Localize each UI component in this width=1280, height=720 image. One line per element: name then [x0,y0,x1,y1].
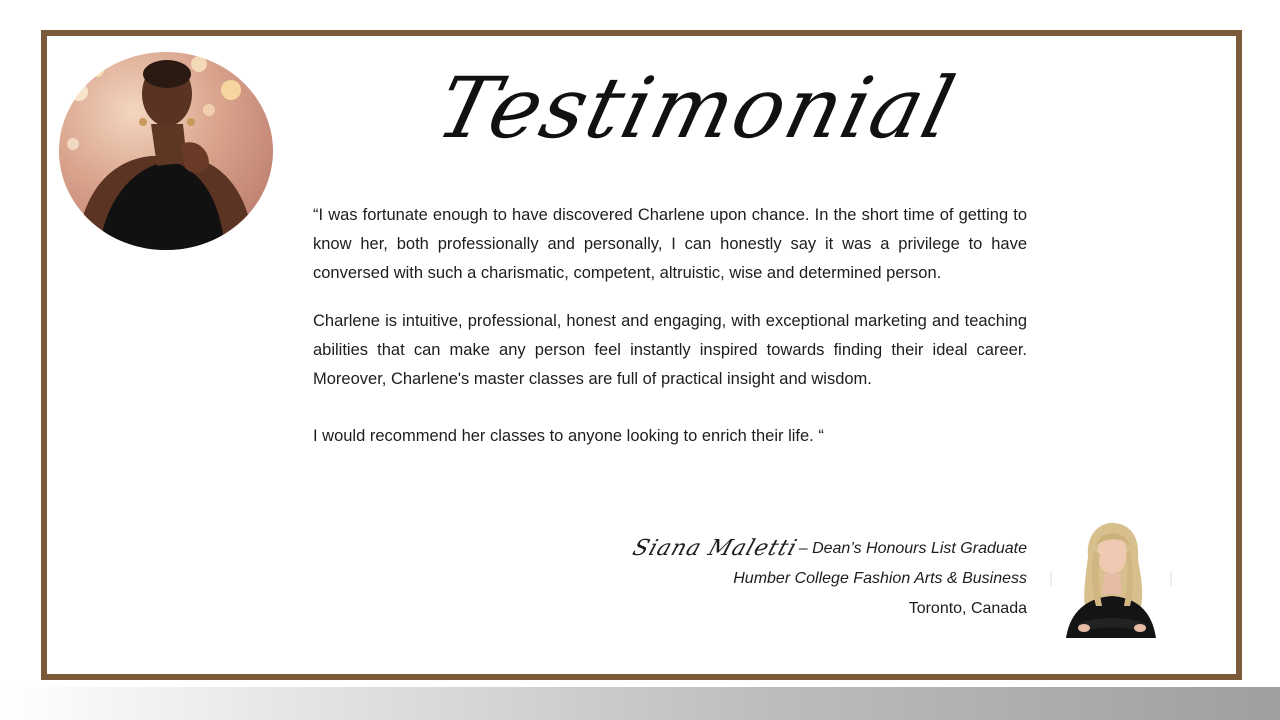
testimonial-attribution [560,532,1027,624]
attribution-title: – Dean’s Honours List Graduate [798,540,1027,557]
handwritten-signature: Siana Maletti [629,536,801,561]
bottom-gradient-bar [0,687,1280,720]
graduate-photo [1050,520,1172,638]
quote-paragraph-3: I would recommend her classes to anyone looking to enrich their life. “ [313,427,824,445]
quote-paragraph-1: “I was fortunate enough to have discovered Charlene upon chance. In the short time of getting to know her, both professionally and personally, I can honestly say it was a privilege to have conversed with such a charismatic, competent, altruistic, wise and determined person. [313,206,1027,282]
attribution-location: Toronto, Canada [908,600,1027,617]
testimonial-quote [313,201,1027,451]
testimonial-title [427,48,966,178]
attribution-line-1 [560,532,1027,564]
attribution-school: Humber College Fashion Arts & Business [733,570,1027,587]
title-text: Testimonial [427,59,966,157]
quote-paragraph-2: Charlene is intuitive, professional, honest and engaging, with exceptional marketing and teaching abilities that can make any person feel instantly inspired towards finding their ideal career. Moreover, Charlene's master classes are full of practical insight and wisdom. [313,312,1027,388]
charlene-portrait-photo [59,52,273,250]
